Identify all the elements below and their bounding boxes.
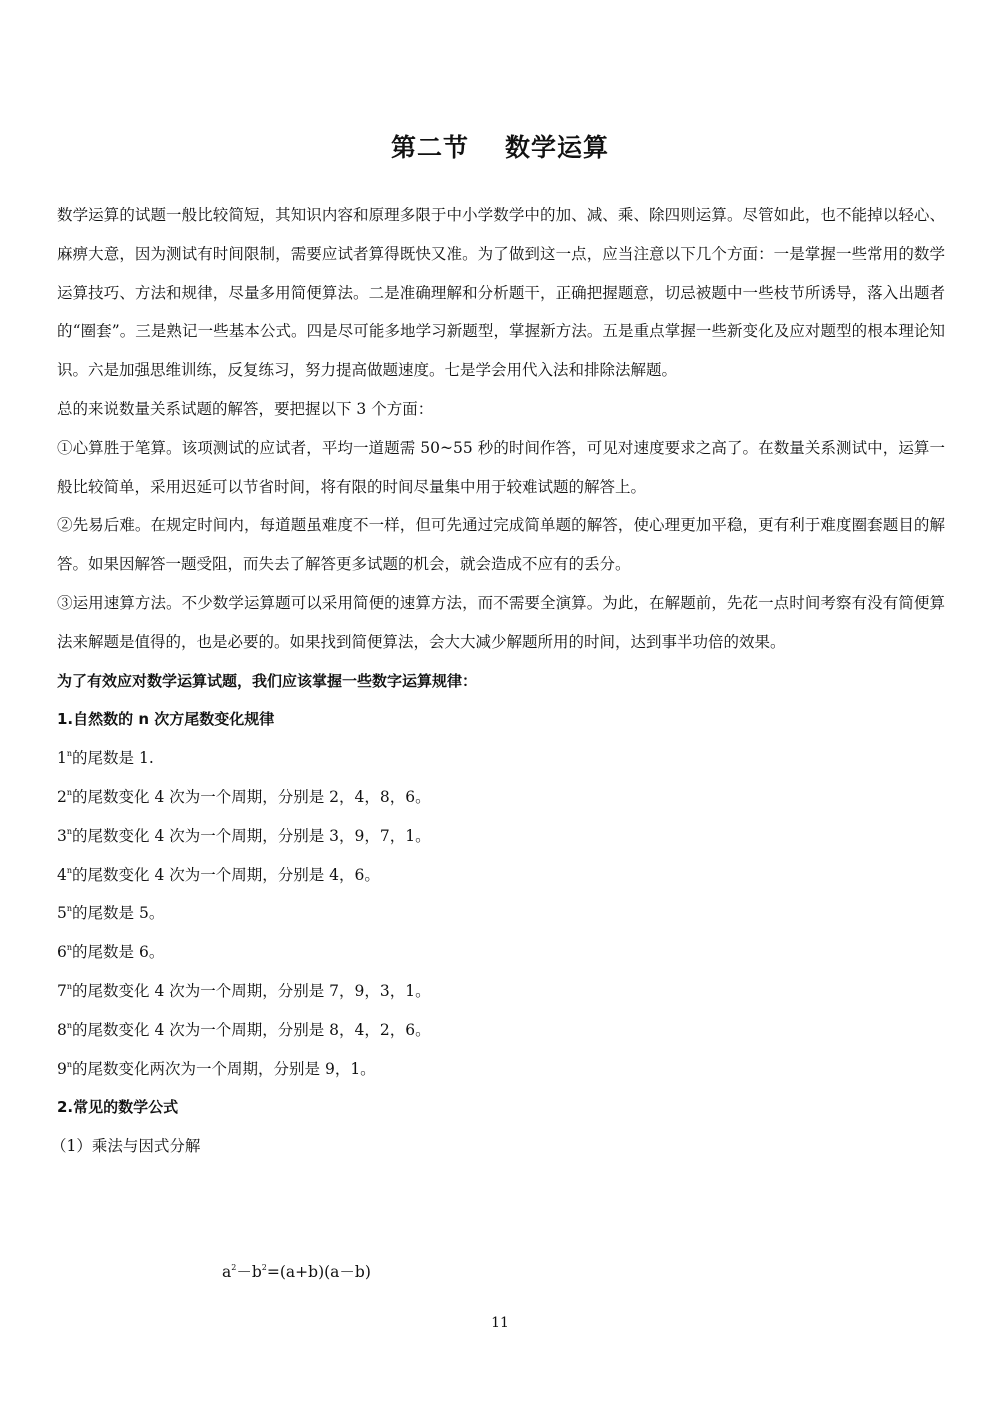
summary-paragraph: 总的来说数量关系试题的解答，要把握以下 3 个方面：	[57, 399, 434, 418]
title-section-number: 第二节	[390, 133, 469, 162]
power-rule-line	[57, 856, 945, 895]
power-base: 5	[57, 904, 67, 923]
power-rule-text: 的尾数是 5。	[72, 904, 165, 923]
point-paragraph-1: ①心算胜于笔算。该项测试的应试者，平均一道题需 50~55 秒的时间作答，可见对速度要求之高了。在数量关系测试中，运算一般比较简单，采用迟延可以节省时间，将有限的时间尽量集中用于较难试题的解答上。	[57, 438, 945, 496]
page-title	[0, 128, 1000, 168]
power-exponent: n	[66, 904, 73, 914]
power-exponent: n	[66, 749, 73, 759]
power-rule-line	[57, 1011, 945, 1050]
power-rule-text: 的尾数变化 4 次为一个周期，分别是 2，4，8，6。	[72, 787, 431, 806]
power-exponent: n	[66, 1020, 73, 1030]
power-base: 2	[57, 787, 67, 806]
point-paragraph-3: ③运用速算方法。不少数学运算题可以采用简便的速算方法，而不需要全演算。为此，在解题前，先花一点时间考察有没有简便算法来解题是值得的，也是必要的。如果找到简便算法，会大大减少解题所用的时间，达到事半功倍的效果。	[57, 593, 945, 651]
power-base: 8	[57, 1020, 67, 1039]
title-section-name: 数学运算	[505, 133, 610, 162]
power-rule-line	[57, 739, 945, 778]
power-rule-text: 的尾数是 6。	[72, 943, 165, 962]
power-exponent: n	[66, 1059, 73, 1069]
power-rule-line	[57, 933, 945, 972]
power-base: 1	[57, 749, 67, 768]
power-exponent: n	[66, 865, 73, 875]
power-rule-line	[57, 1050, 945, 1089]
power-exponent: n	[66, 981, 73, 991]
factoring-formula: $a^2-b^2=(a+b)(a-b)$	[222, 1263, 371, 1281]
section-1-heading: 1.自然数的 n 次方尾数变化规律	[57, 710, 275, 729]
power-base: 9	[57, 1059, 67, 1078]
page-number: 11	[491, 1315, 509, 1331]
power-rule-text: 的尾数变化 4 次为一个周期，分别是 3，9，7，1。	[72, 826, 431, 845]
power-rule-text: 的尾数变化 4 次为一个周期，分别是 4，6。	[72, 865, 380, 884]
power-rule-text: 的尾数变化两次为一个周期，分别是 9，1。	[72, 1059, 376, 1078]
power-base: 7	[57, 981, 67, 1000]
power-exponent: n	[66, 826, 73, 836]
power-rule-line	[57, 972, 945, 1011]
power-rule-text: 的尾数是 1.	[72, 749, 154, 768]
section-2-subheading: （1）乘法与因式分解	[51, 1137, 201, 1156]
power-base: 6	[57, 943, 67, 962]
intro-paragraph: 数学运算的试题一般比较简短，其知识内容和原理多限于中小学数学中的加、减、乘、除四则运算。尽管如此，也不能掉以轻心、麻痹大意，因为测试有时间限制，需要应试者算得既快又准。为了做到这一点，应当注意以下几个方面：一是掌握一些常用的数学运算技巧、方法和规律，尽量多用简便算法。二是准确理解和分析题干，正确把握题意，切忌被题中一些枝节所诱导，落入出题者的“圈套”。三是熟记一些基本公式。四是尽可能多地学习新题型，掌握新方法。五是重点掌握一些新变化及应对题型的根本理论知识。六是加强思维训练，反复练习，努力提高做题速度。七是学会用代入法和排除法解题。	[57, 206, 945, 380]
body-text	[51, 196, 945, 1166]
power-base: 4	[57, 865, 67, 884]
power-rule-text: 的尾数变化 4 次为一个周期，分别是 7，9，3，1。	[72, 981, 431, 1000]
section-2-heading: 2.常见的数学公式	[57, 1098, 179, 1117]
power-rule-text: 的尾数变化 4 次为一个周期，分别是 8，4，2，6。	[72, 1020, 431, 1039]
power-exponent: n	[66, 787, 73, 797]
power-rule-line	[57, 778, 945, 817]
rules-heading: 为了有效应对数学运算试题，我们应该掌握一些数字运算规律：	[57, 671, 478, 690]
power-rule-line	[57, 817, 945, 856]
power-base: 3	[57, 826, 67, 845]
point-paragraph-2: ②先易后难。在规定时间内，每道题虽难度不一样，但可先通过完成简单题的解答，使心理更加平稳，更有利于难度圈套题目的解答。如果因解答一题受阻，而失去了解答更多试题的机会，就会造成不应有的丢分。	[57, 516, 945, 574]
power-exponent: n	[66, 943, 73, 953]
power-rule-line	[57, 894, 945, 933]
